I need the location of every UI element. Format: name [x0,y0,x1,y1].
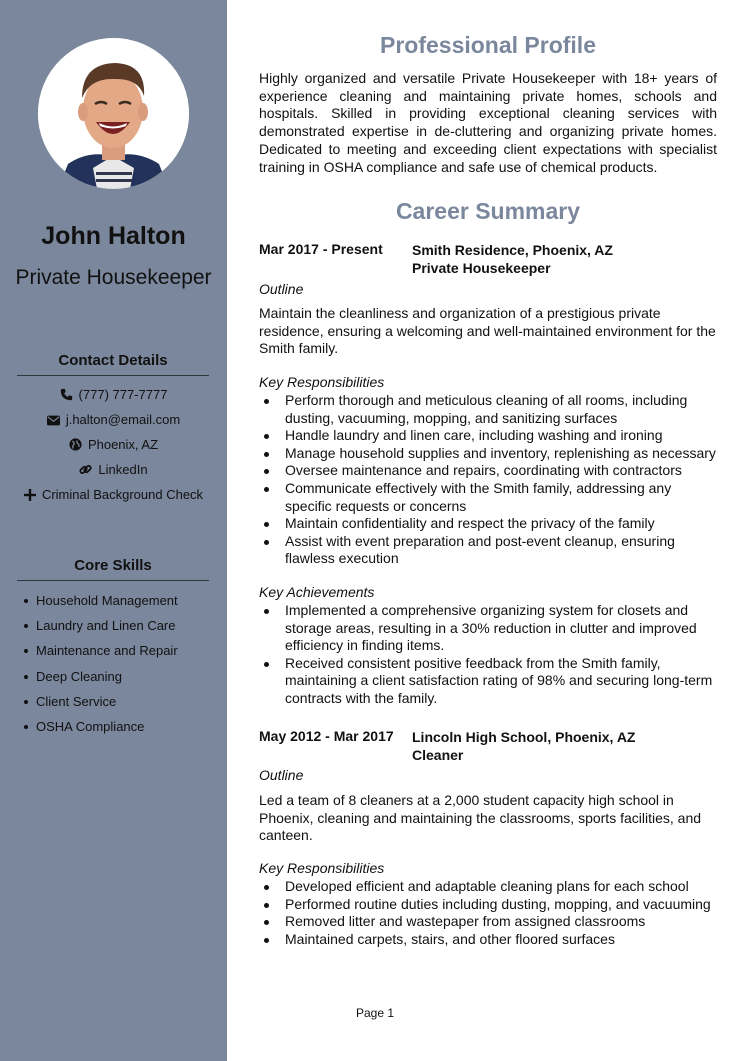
list-item: Perform thorough and meticulous cleaning of all rooms, including dusting, vacuuming, mopping, and sanitizing surfaces [259,392,717,427]
page-number: Page 1 [355,1006,395,1020]
job-1-dates: Mar 2017 - Present [259,241,383,257]
skills-list [20,588,178,739]
skill-item: Maintenance and Repair [20,638,178,663]
profile-heading: Professional Profile [379,32,596,58]
skill-item: Client Service [20,689,178,714]
link-icon [79,463,92,476]
job-2-responsibilities [259,878,717,948]
skill-item: Household Management [20,588,178,613]
plus-icon [24,489,36,501]
person-title: Private Housekeeper [15,266,212,289]
skills-heading: Core Skills [17,557,209,581]
skill-item: OSHA Compliance [20,714,178,739]
profile-text: Highly organized and versatile Private Housekeeper with 18+ years of experience cleaning and maintaining private homes, schools and hospitals. Skilled in providing exceptional cleaning services with demonstrated expertise in de-cluttering and organizing private homes. Dedicated to meeting and exceeding client expectations with specialist training in OSHA compliance and safe use of chemical products. [259,70,717,175]
list-item: Received consistent positive feedback from the Smith family, maintaining a client satisfaction rating of 98% and securing long-term contracts with the family. [259,655,717,708]
career-heading: Career Summary [395,198,581,224]
contact-heading: Contact Details [17,352,209,376]
job-1-header [412,241,613,277]
job-1-resp-label: Key Responsibilities [259,374,385,390]
job-1-outline-label: Outline [259,281,304,297]
contact-phone[interactable] [0,382,227,407]
profile-photo [38,38,189,189]
contact-location-text: Phoenix, AZ [87,437,159,452]
job-1-responsibilities [259,392,717,568]
job-2-header [412,728,635,764]
contact-email[interactable] [0,407,227,432]
skill-item: Deep Cleaning [20,664,178,689]
job-1-employer: Smith Residence, Phoenix, AZ [412,242,613,258]
list-item: Performed routine duties including dusting, mopping, and vacuuming [259,896,717,914]
list-item: Manage household supplies and inventory, replenishing as necessary [259,445,717,463]
job-1-achievements [259,602,717,708]
job-2-role: Cleaner [412,747,464,763]
list-item: Removed litter and wastepaper from assigned classrooms [259,913,717,931]
list-item: Maintain confidentiality and respect the privacy of the family [259,515,717,533]
contact-linkedin-text: LinkedIn [98,462,148,477]
sidebar [0,0,227,1061]
avatar-illustration [38,38,189,189]
job-1-outline: Maintain the cleanliness and organization of a prestigious private residence, ensuring a welcoming and well-maintained environment for the Smith family. [259,305,716,357]
contact-background-check-text: Criminal Background Check [41,487,204,502]
job-2-employer: Lincoln High School, Phoenix, AZ [412,729,636,745]
list-item: Assist with event preparation and post-event cleanup, ensuring flawless execution [259,533,717,568]
globe-icon [69,438,82,451]
list-item: Handle laundry and linen care, including washing and ironing [259,427,717,445]
skill-item: Laundry and Linen Care [20,613,178,638]
job-2-outline: Led a team of 8 cleaners at a 2,000 student capacity high school in Phoenix, cleaning and maintaining the classrooms, sports facilities, and canteen. [259,792,702,844]
list-item: Communicate effectively with the Smith family, addressing any specific requests or concerns [259,480,717,515]
list-item: Oversee maintenance and repairs, coordinating with contractors [259,462,717,480]
contact-phone-text: (777) 777-7777 [78,387,168,402]
list-item: Maintained carpets, stairs, and other floored surfaces [259,931,717,949]
job-2-dates: May 2012 - Mar 2017 [259,728,394,744]
contact-email-text: j.halton@email.com [65,412,181,427]
person-name: John Halton [41,222,186,250]
contact-location [0,432,227,457]
job-1-ach-label: Key Achievements [259,584,375,600]
contact-background-check [0,482,227,507]
envelope-icon [47,415,60,426]
job-2-outline-label: Outline [259,767,304,783]
phone-icon [60,388,73,401]
job-2-resp-label: Key Responsibilities [259,860,385,876]
list-item: Developed efficient and adaptable cleaning plans for each school [259,878,717,896]
job-1-role: Private Housekeeper [412,260,551,276]
contact-linkedin[interactable] [0,457,227,482]
list-item: Implemented a comprehensive organizing system for closets and storage areas, resulting in a 30% reduction in clutter and improved efficiency in finding items. [259,602,717,655]
